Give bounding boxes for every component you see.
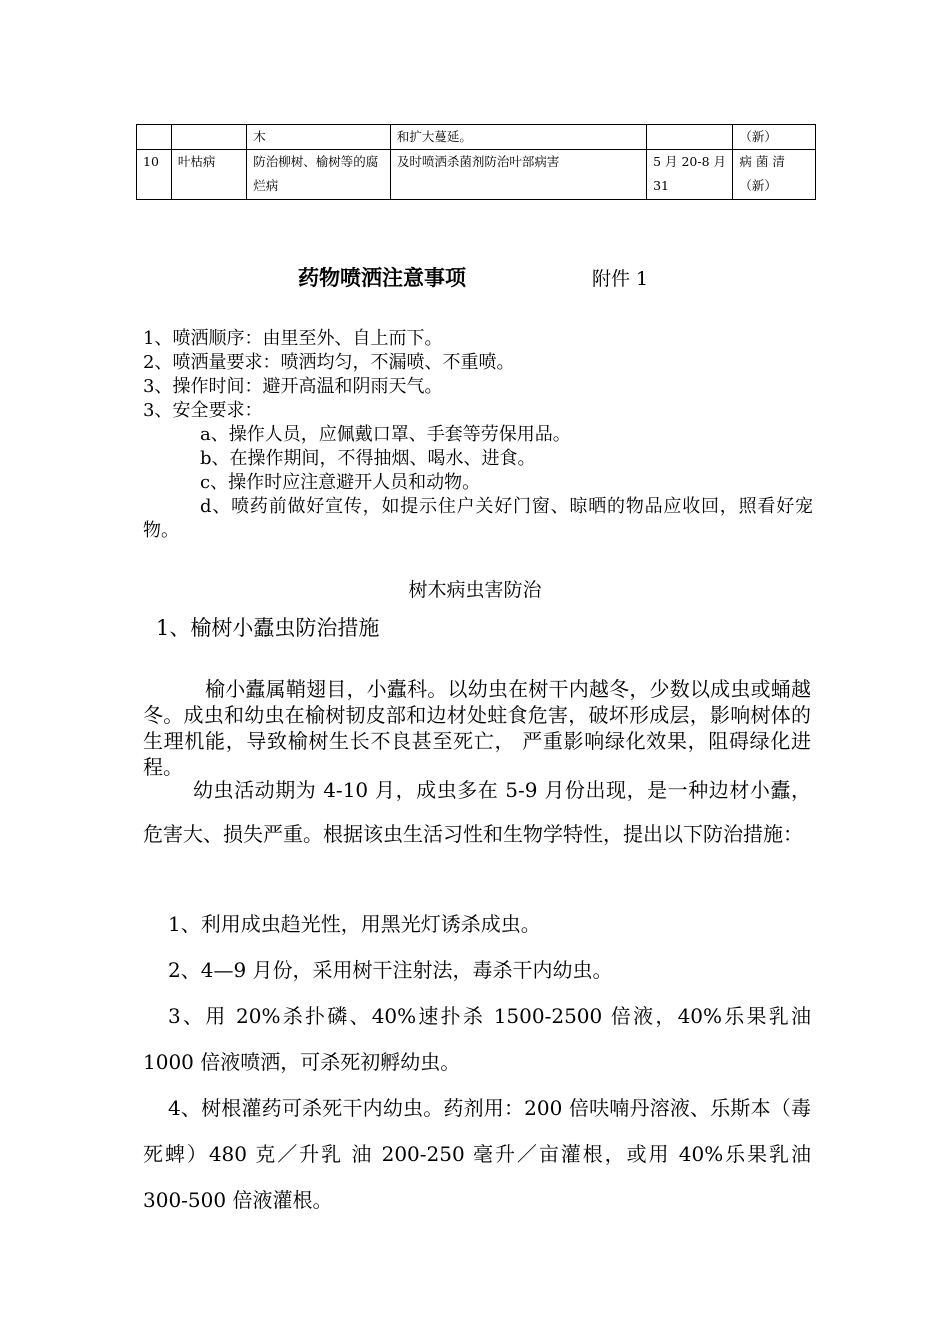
table-cell-time <box>647 125 733 150</box>
notice-item: 2、喷洒量要求：喷洒均匀，不漏喷、不重喷。 <box>143 352 515 373</box>
table-cell-no <box>137 125 172 150</box>
safety-item: a、操作人员，应佩戴口罩、手套等劳保用品。 <box>200 424 571 445</box>
measure-item: 2、4—9 月份，采用树干注射法，毒杀干内幼虫。 <box>168 958 613 982</box>
attachment-label: 附件 1 <box>592 268 649 290</box>
section-title: 树木病虫害防治 <box>408 579 542 601</box>
measure-item: 3、用 20%杀扑磷、40%速扑杀 1500-2500 倍液，40%乐果乳油 1000 倍液喷洒，可杀死初孵幼虫。 <box>143 1004 811 1074</box>
table-cell-no: 10 <box>137 150 172 200</box>
table-cell-measure: 和扩大蔓延。 <box>390 125 646 150</box>
safety-item: c、操作时应注意避开人员和动物。 <box>200 472 481 493</box>
measures-list <box>143 901 811 1223</box>
intro-paragraph <box>143 676 811 780</box>
table-cell-time: 5 月 20-8 月 31 <box>647 150 733 200</box>
notice-item: 3、安全要求： <box>143 400 263 421</box>
table-cell-name: 叶枯病 <box>171 150 246 200</box>
notice-list <box>143 327 813 543</box>
period-paragraph <box>143 768 811 856</box>
section-subtitle: 1、榆树小蠹虫防治措施 <box>156 616 380 640</box>
period-text: 幼虫活动期为 4-10 月，成虫多在 5-9 月份出现，是一种边材小蠹，危害大、损失严重。根据该虫生活习性和生物学特性，提出以下防治措施： <box>143 778 811 846</box>
table-row <box>137 150 816 200</box>
safety-item: d、喷药前做好宣传，如提示住户关好门窗、晾晒的物品应收回，照看好宠物。 <box>143 496 813 541</box>
intro-text: 榆小蠹属鞘翅目，小蠹科。以幼虫在树干内越冬，少数以成虫或蛹越冬。成虫和幼虫在榆树韧皮部和边材处蛀食危害，破坏形成层，影响树体的生理机能，导致榆树生长不良甚至死亡， 严重影响绿化效果，阻碍绿化进程。 <box>143 677 811 779</box>
notice-item: 3、操作时间：避开高温和阴雨天气。 <box>143 376 443 397</box>
table-cell-target: 木 <box>247 125 391 150</box>
table-cell-name <box>171 125 246 150</box>
measure-item: 4、树根灌药可杀死干内幼虫。药剂用：200 倍呋喃丹溶液、乐斯本（毒死蜱）480 克／升乳 油 200-250 毫升／亩灌根，或用 40%乐果乳油 300-500 倍液灌根。 <box>143 1096 811 1212</box>
table-cell-drug: 病 菌 清（新） <box>733 150 816 200</box>
safety-item: b、在操作期间，不得抽烟、喝水、进食。 <box>200 448 536 469</box>
measure-item: 1、利用成虫趋光性，用黑光灯诱杀成虫。 <box>168 912 541 936</box>
notice-title: 药物喷洒注意事项 <box>298 266 466 290</box>
table-cell-target: 防治柳树、榆树等的腐烂病 <box>247 150 391 200</box>
pest-control-table <box>136 124 816 200</box>
notice-item: 1、喷洒顺序：由里至外、自上而下。 <box>143 328 443 349</box>
table-row <box>137 125 816 150</box>
table-cell-measure: 及时喷洒杀菌剂防治叶部病害 <box>390 150 646 200</box>
table-cell-drug: （新） <box>733 125 816 150</box>
